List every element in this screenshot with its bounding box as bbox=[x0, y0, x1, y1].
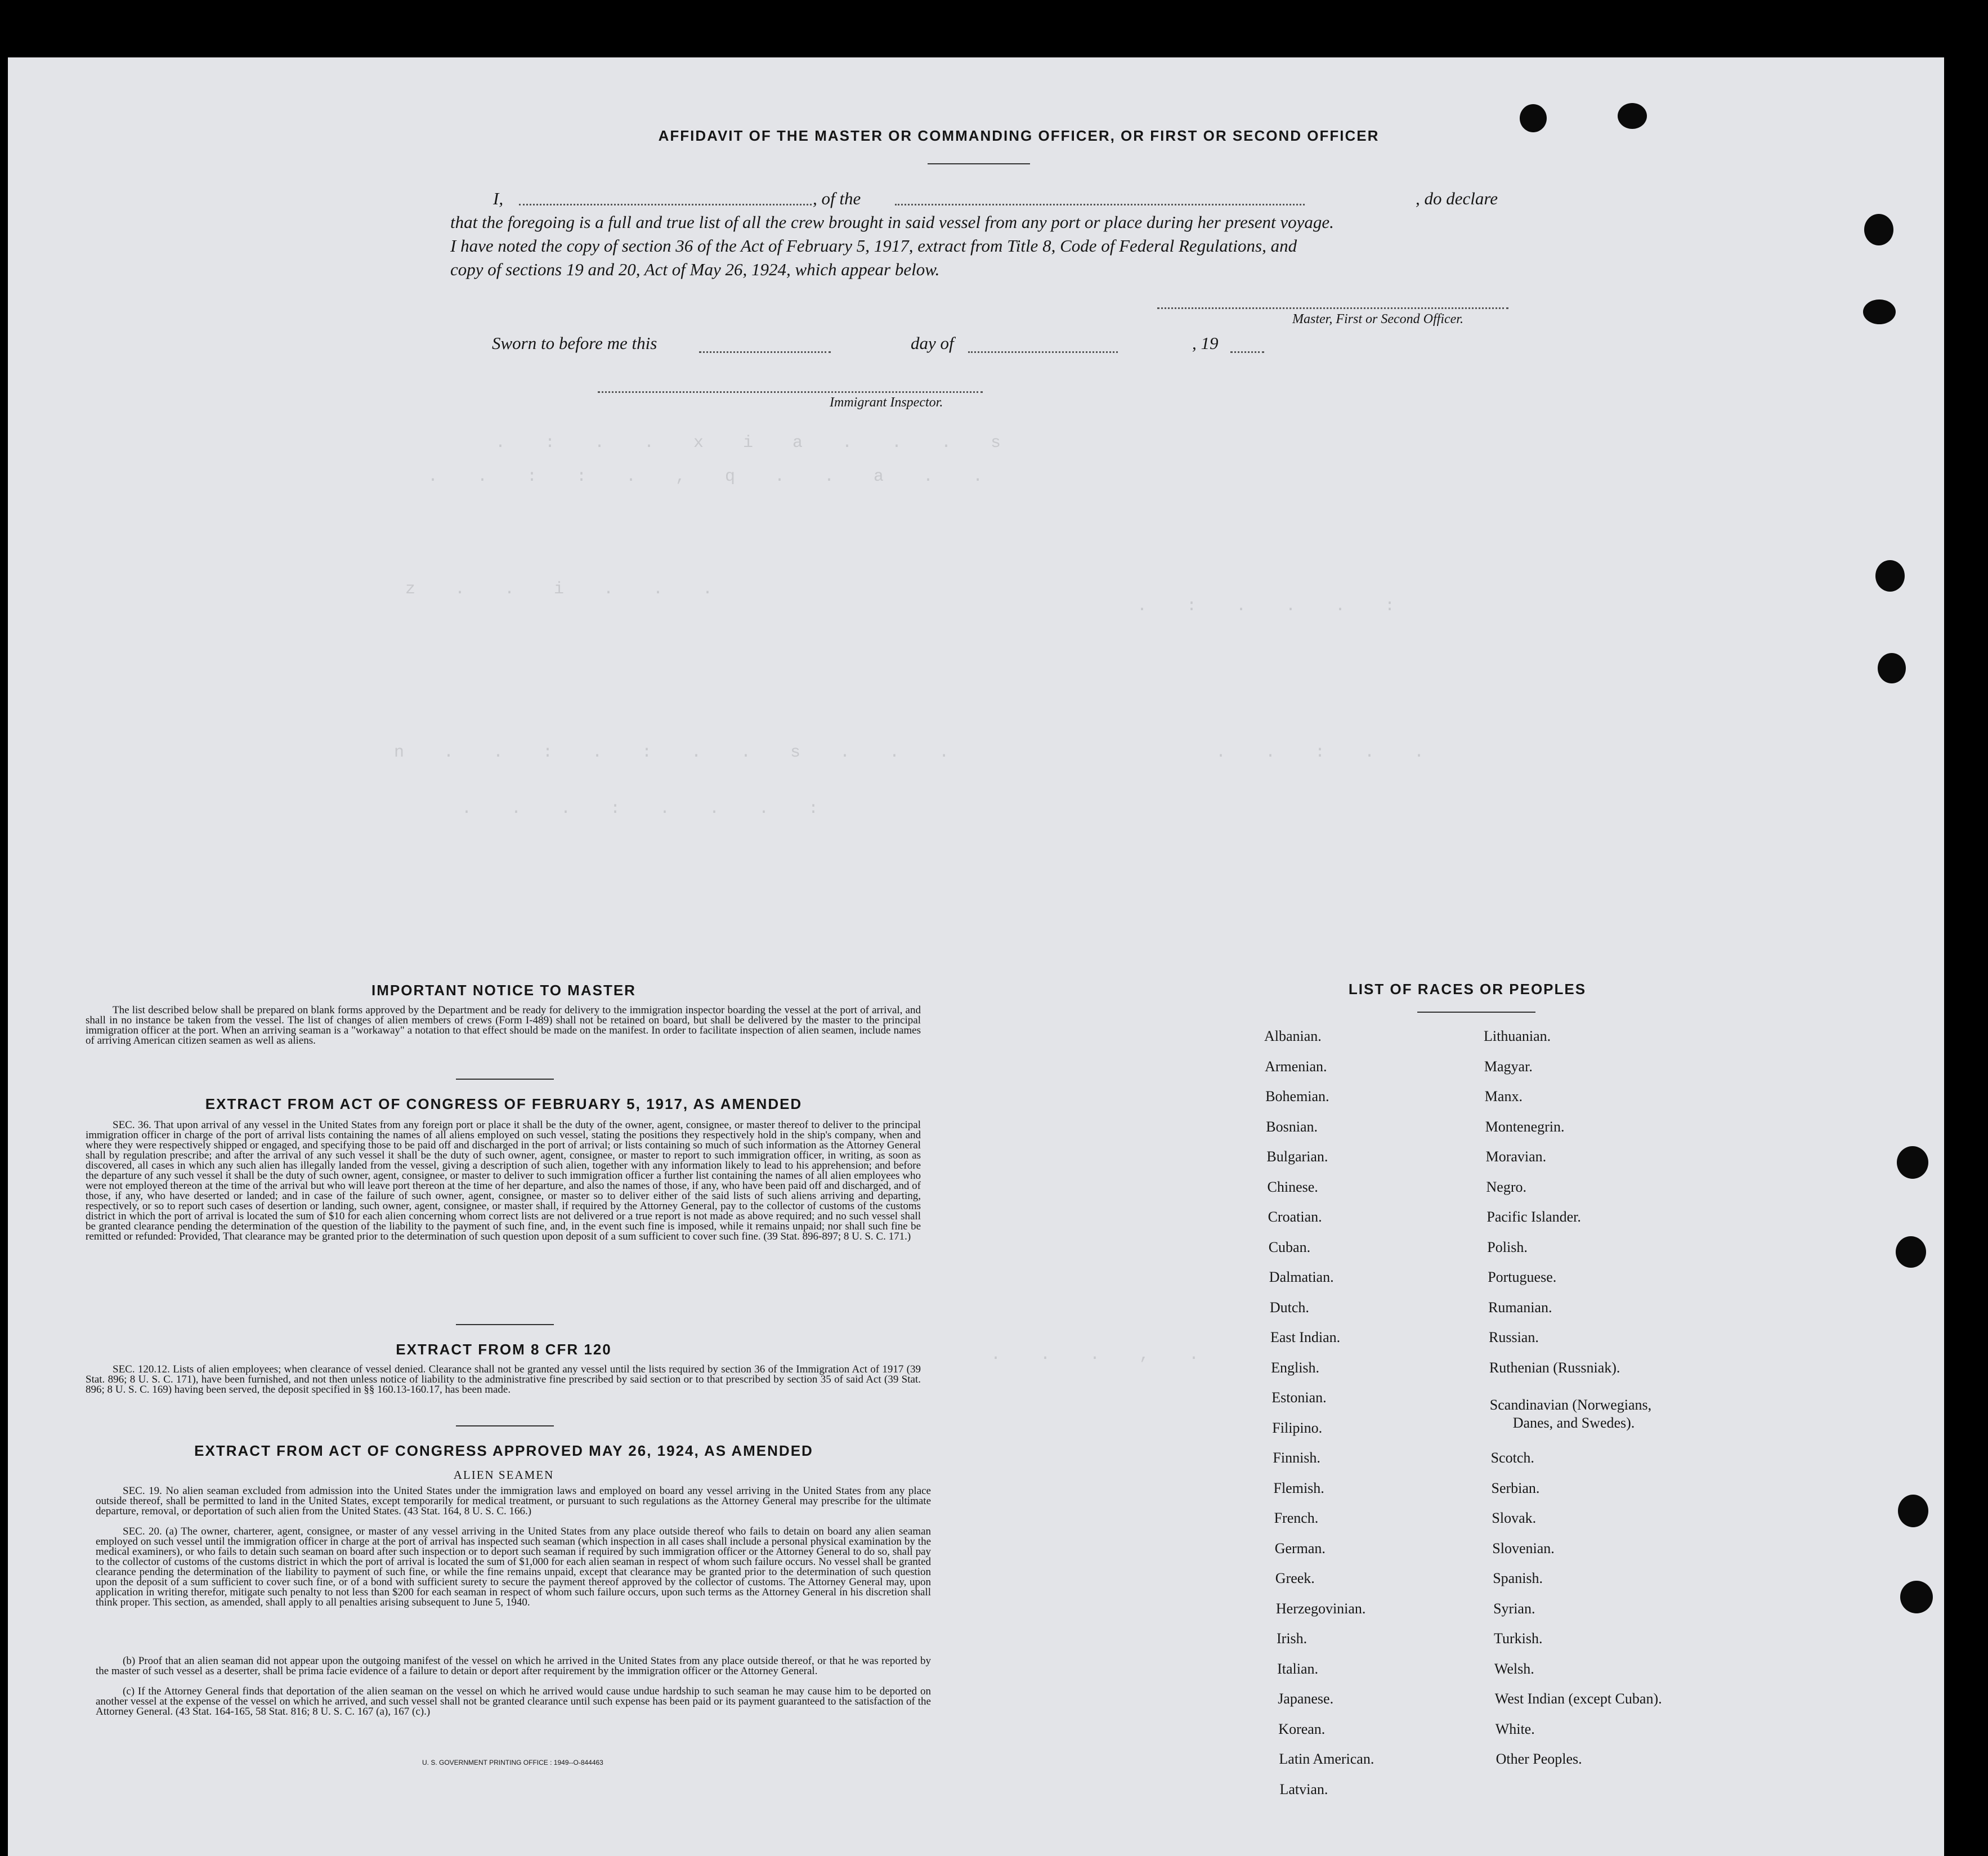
race-item: Other Peoples. bbox=[1496, 1751, 1582, 1767]
notice-text: The list described below shall be prepared on blank forms approved by the Department and be ready for delivery to the immigration inspector boarding the vessel at the port of arrival, and shall in no instance be taken from the vessel. The list of changes of alien members of crews (Form I-489) shall not be retained on board, but shall be delivered by the master to the principal immigration officer at the port. When an arriving seaman is a "workaway" a notation to that effect should be made on the manifest. In order to facilitate inspection of alien seamen, include names of arriving American citizen seamen as well as aliens. bbox=[86, 1004, 921, 1046]
punch-hole bbox=[1864, 214, 1893, 245]
divider bbox=[456, 1079, 554, 1080]
title-underline bbox=[928, 163, 1030, 164]
race-item: Rumanian. bbox=[1488, 1299, 1552, 1316]
race-item: Scandinavian (Norwegians, bbox=[1489, 1397, 1652, 1414]
race-item: Danes, and Swedes). bbox=[1512, 1415, 1635, 1432]
races-title: LIST OF RACES OR PEOPLES bbox=[1348, 981, 1587, 998]
extract-1917-title: EXTRACT FROM ACT OF CONGRESS OF FEBRUARY 5, 1917, AS AMENDED bbox=[205, 1095, 803, 1112]
race-item: Pacific Islander. bbox=[1486, 1209, 1581, 1225]
race-item: Bulgarian. bbox=[1266, 1148, 1328, 1165]
sworn-line bbox=[492, 333, 1280, 357]
race-item: Magyar. bbox=[1484, 1058, 1533, 1075]
race-item: Scotch. bbox=[1490, 1450, 1534, 1466]
extract-cfr-text: SEC. 120.12. Lists of alien employees; when clearance of vessel denied. Clearance shall not be granted any vessel until the lists required by section 36 of the Immigration Act of 1917 (39 Stat. 896; 8 U. S. C. 171), have been furnished, and not then unless notice of liability to the administrative fine prescribed by said section or to that prescribed by section 35 of said Act (39 Stat. 896; 8 U. S. C. 169) having been served, the deposit specified in §§ 160.13-160.17, has been made. bbox=[86, 1363, 921, 1396]
race-item: Bohemian. bbox=[1265, 1088, 1329, 1104]
punch-hole bbox=[1897, 1146, 1928, 1179]
master-signature-line[interactable] bbox=[1157, 307, 1508, 309]
races-title-underline bbox=[1417, 1012, 1535, 1013]
race-item: Ruthenian (Russniak). bbox=[1489, 1359, 1620, 1376]
sworn-day-of: day of bbox=[911, 333, 954, 353]
bleed-through-marks: . . . : . . . : bbox=[462, 799, 834, 819]
race-item: Korean. bbox=[1278, 1720, 1326, 1737]
race-item: Slovenian. bbox=[1492, 1540, 1555, 1557]
bleed-through-marks: z . . i . . . bbox=[405, 580, 728, 599]
punch-hole bbox=[1863, 299, 1896, 324]
affidavit-line1-i: I, bbox=[493, 189, 504, 208]
bleed-through-marks: n . . : . : . . s . . . bbox=[394, 743, 964, 762]
race-item: Dutch. bbox=[1269, 1299, 1309, 1316]
race-item: Latvian. bbox=[1279, 1781, 1328, 1797]
bleed-through-marks: . : . . . : bbox=[1137, 597, 1410, 616]
vessel-blank[interactable] bbox=[895, 204, 1305, 205]
race-item: Moravian. bbox=[1485, 1148, 1547, 1165]
race-item: Japanese. bbox=[1278, 1690, 1334, 1707]
race-item: White. bbox=[1495, 1720, 1535, 1737]
race-item: Slovak. bbox=[1492, 1510, 1537, 1526]
affidavit-line1-of: , of the bbox=[813, 189, 861, 208]
month-blank[interactable] bbox=[968, 351, 1118, 353]
day-blank[interactable] bbox=[699, 351, 831, 353]
divider bbox=[456, 1324, 554, 1325]
punch-hole bbox=[1878, 653, 1906, 683]
race-item: Spanish. bbox=[1493, 1570, 1543, 1586]
extract-1924-sec20a: SEC. 20. (a) The owner, charterer, agent, consignee, or master of any vessel arriving in the United States from any place outside thereof who fails to detain on board any alien seaman employed on such vessel until the immigration officer in charge at the port of arrival has inspected such seaman (which inspection in all cases shall include a personal physical examination by the medical examiners), or who fails to detain such seaman on board after such inspection or to deport such seaman if required by such immigration officer or the Attorney General to do so, shall pay to the collector of customs of the customs district in which the port of arrival is located the sum of $1,000 for each alien seaman in respect of whom such failure occurs. No vessel shall be granted clearance pending the determination of the liability to payment of such fine, or while the fine remains unpaid, except that clearance may be granted prior to the determination of such question upon the deposit of a sum sufficient to cover such fine, or of a bond with sufficient surety to secure the payment thereof approved by the collector of customs. The Attorney General may, upon application in writing therefor, mitigate such penalty to not less than $200 for each seaman in respect of whom such failure occurs, upon such terms as the Attorney General in his discretion shall think proper. This section, as amended, shall apply to all penalties arising subsequent to June 5, 1940. bbox=[96, 1526, 931, 1608]
extract-cfr-title: EXTRACT FROM 8 CFR 120 bbox=[396, 1341, 612, 1358]
affidavit-line4: copy of sections 19 and 20, Act of May 26, 1924, which appear below. bbox=[450, 260, 940, 279]
bleed-through-marks: . : . . x i a . . . s bbox=[495, 433, 1016, 453]
race-item: Croatian. bbox=[1268, 1209, 1322, 1225]
race-item: Manx. bbox=[1484, 1088, 1523, 1104]
affidavit-line3: I have noted the copy of section 36 of the Act of February 5, 1917, extract from Title 8, Code of Federal Regulations, and bbox=[450, 236, 1297, 256]
race-item: Estonian. bbox=[1271, 1389, 1327, 1406]
sworn-year: , 19 bbox=[1192, 333, 1219, 353]
race-item: Chinese. bbox=[1267, 1178, 1318, 1195]
race-item: Lithuanian. bbox=[1484, 1028, 1551, 1044]
race-item: Welsh. bbox=[1494, 1660, 1534, 1677]
race-item: Portuguese. bbox=[1488, 1269, 1557, 1285]
race-item: Russian. bbox=[1489, 1329, 1539, 1345]
race-item: West Indian (except Cuban). bbox=[1494, 1690, 1662, 1707]
affidavit-title: AFFIDAVIT OF THE MASTER OR COMMANDING OFFICER, OR FIRST OR SECOND OFFICER bbox=[658, 127, 1380, 144]
race-item: French. bbox=[1274, 1510, 1319, 1526]
printer-imprint: U. S. GOVERNMENT PRINTING OFFICE : 1949--O-844463 bbox=[422, 1759, 603, 1766]
race-item: Armenian. bbox=[1265, 1058, 1327, 1075]
extract-1917-text: SEC. 36. That upon arrival of any vessel in the United States from any foreign port or place it shall be the duty of the owner, agent, consignee, or master thereof to deliver to the principal immigration officer in charge of the port of arrival lists containing the names of all aliens employed on such vessel, stating the positions they respectively hold in the ship's company, when and where they were respectively shipped or engaged, and specifying those to be paid off and discharged in the port of arrival; or lists containing so much of such information as the Attorney General shall by regulation prescribe; and after the arrival of any such vessel it shall be the duty of such owner, agent, consignee, or master to report to such immigration officer, in writing, as soon as discovered, all cases in which any such alien has illegally landed from the vessel, giving a description of such alien, together with any information likely to lead to his apprehension; and before the departure of any such vessel it shall be the duty of such owner, agent, consignee, or master to deliver to such immigration officer a further list containing the names of all alien employees who were not employed thereon at the time of the arrival but who will leave port thereon at the time of her departure, and also the names of those, if any, who have been paid off and discharged, and of those, if any, who have deserted or landed; and in case of the failure of such owner, agent, consignee, or master so to deliver either of the said lists of such aliens arriving and departing, respectively, or so to report such cases of desertion or landing, such owner, agent, consignee, or master shall, if required by the Attorney General, pay to the collector of customs of the customs district in which the port of arrival is located the sum of $10 for each alien concerning whom correct lists are not delivered or a true report is not made as above required; and no such vessel shall be granted clearance pending the determination of the question of the liability to the payment of such fine, and, in the event such fine is imposed, while it remains unpaid; nor shall such fine be remitted or refunded: Provided, That clearance may be granted prior to the determination of such question upon deposit of a sum sufficient to cover such fine. (39 Stat. 896-897; 8 U. S. C. 171.) bbox=[86, 1119, 921, 1242]
race-item: Herzegovinian. bbox=[1275, 1600, 1366, 1617]
divider bbox=[456, 1425, 554, 1426]
year-blank[interactable] bbox=[1230, 351, 1264, 353]
race-item: Flemish. bbox=[1273, 1479, 1324, 1496]
race-item: English. bbox=[1271, 1359, 1320, 1376]
race-item: Turkish. bbox=[1494, 1630, 1543, 1647]
extract-1924-sec20b: (b) Proof that an alien seaman did not appear upon the outgoing manifest of the vessel on which he arrived in the United States from any place outside thereof, or that he was reported by the master of such vessel as a deserter, shall be prima facie evidence of a failure to detain or deport after requirement by the immigration officer or the Attorney General. bbox=[96, 1655, 931, 1677]
extract-1924-sec20c: (c) If the Attorney General finds that deportation of the alien seaman on the vessel on which he arrived would cause undue hardship to such seaman he may cause him to be deported on another vessel at the expense of the vessel on which he arrived, and such vessel shall not be granted clearance until such expense has been paid or its payment guaranteed to the satisfaction of the Attorney General. (43 Stat. 164-165, 58 Stat. 816; 8 U. S. C. 167 (a), 167 (c).) bbox=[96, 1685, 931, 1718]
sworn-text: Sworn to before me this bbox=[492, 333, 657, 353]
race-item: Finnish. bbox=[1273, 1450, 1320, 1466]
punch-hole bbox=[1896, 1236, 1926, 1268]
race-item: East Indian. bbox=[1270, 1329, 1341, 1345]
inspector-signature-line[interactable] bbox=[598, 391, 983, 393]
punch-hole bbox=[1875, 560, 1905, 592]
punch-hole bbox=[1618, 103, 1647, 129]
affidavit-line1-declare: , do declare bbox=[1416, 189, 1498, 208]
race-item: Italian. bbox=[1277, 1660, 1319, 1677]
inspector-caption: Immigrant Inspector. bbox=[830, 395, 943, 410]
extract-1924-sec19: SEC. 19. No alien seaman excluded from admission into the United States under the immigration laws and employed on board any vessel arriving in the United States from any place outside thereof, shall be permitted to land in the United States, except temporarily for medical treatment, or pursuant to such regulations as the Attorney General may prescribe for the ultimate departure, removal, or deportation of such alien from the United States. (43 Stat. 164, 8 U. S. C. 166.) bbox=[96, 1485, 931, 1517]
race-item: Bosnian. bbox=[1266, 1118, 1318, 1135]
race-item: Polish. bbox=[1487, 1238, 1528, 1255]
alien-seamen-subtitle: ALIEN SEAMEN bbox=[453, 1468, 554, 1482]
race-item: Negro. bbox=[1486, 1178, 1526, 1195]
extract-1924-title: EXTRACT FROM ACT OF CONGRESS APPROVED MAY 26, 1924, AS AMENDED bbox=[194, 1442, 813, 1459]
race-item: Latin American. bbox=[1279, 1751, 1374, 1767]
affidavit-body bbox=[450, 187, 1514, 281]
race-item: Albanian. bbox=[1264, 1028, 1322, 1044]
punch-hole bbox=[1898, 1495, 1928, 1527]
notice-title: IMPORTANT NOTICE TO MASTER bbox=[371, 982, 636, 999]
affidavit-line2: that the foregoing is a full and true list of all the crew brought in said vessel from any port or place during her present voyage. bbox=[450, 212, 1334, 232]
race-item: Filipino. bbox=[1272, 1419, 1323, 1436]
bleed-through-marks: . . : : . , q . . a . . bbox=[428, 467, 998, 486]
race-item: German. bbox=[1274, 1540, 1326, 1557]
race-item: Montenegrin. bbox=[1485, 1118, 1565, 1135]
race-item: Irish. bbox=[1277, 1630, 1308, 1647]
race-item: Dalmatian. bbox=[1269, 1269, 1334, 1285]
master-caption: Master, First or Second Officer. bbox=[1292, 312, 1463, 327]
bleed-through-marks: . . . , . bbox=[991, 1345, 1214, 1365]
name-blank[interactable] bbox=[519, 204, 812, 205]
punch-hole bbox=[1900, 1581, 1933, 1613]
race-item: Syrian. bbox=[1493, 1600, 1535, 1617]
race-item: Greek. bbox=[1275, 1570, 1315, 1586]
race-item: Serbian. bbox=[1491, 1479, 1540, 1496]
bleed-through-marks: . . : . . bbox=[1216, 743, 1439, 762]
race-item: Cuban. bbox=[1268, 1238, 1311, 1255]
